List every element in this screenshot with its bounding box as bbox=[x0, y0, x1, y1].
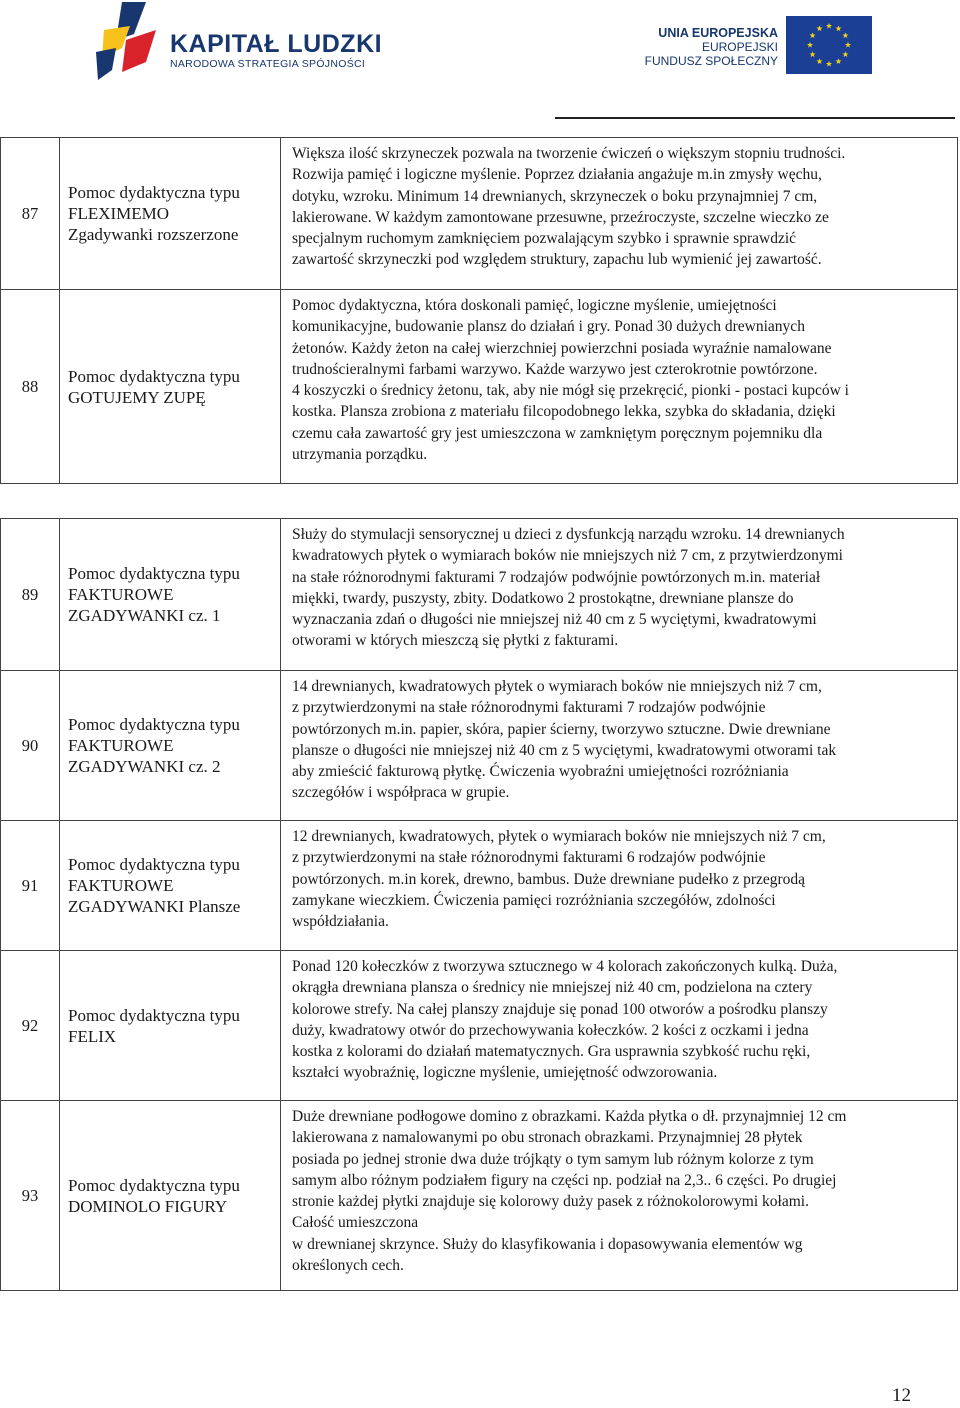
product-description-line: 4 koszyczki o średnicy żetonu, tak, aby nie mógł się przekręcić, pionki - postaci kupców i bbox=[292, 382, 849, 400]
eu-fund-text bbox=[645, 26, 778, 68]
table-gap bbox=[1, 484, 958, 519]
product-description-line: w drewnianej skrzynce. Służy do klasyfikowania i dopasowywania elementów wg bbox=[292, 1235, 803, 1253]
row-number: 87 bbox=[1, 138, 60, 290]
table-row bbox=[1, 671, 958, 821]
product-name-line: FAKTUROWE bbox=[68, 876, 174, 895]
product-description-line: powtórzonych. m.in korek, drewno, bambus. Duże drewniane pudełko z przegrodą bbox=[292, 870, 806, 888]
product-description-line: Rozwija pamięć i logiczne myślenie. Poprzez działania angażuje m.in zmysły węchu, bbox=[292, 166, 822, 184]
kapital-ludzki-subtitle: NARODOWA STRATEGIA SPÓJNOŚCI bbox=[170, 58, 366, 70]
product-description-line: kostka z kolorami do działań matematycznych. Gra usprawnia szybkość ruchu ręki, bbox=[292, 1043, 811, 1061]
product-description-line: powtórzonych m.in. papier, skóra, papier ścierny, tworzywo sztuczne. Dwie drewniane bbox=[292, 720, 831, 738]
product-name-line: Pomoc dydaktyczna typu bbox=[68, 1005, 240, 1025]
product-description-line: utrzymania porządku. bbox=[292, 446, 428, 464]
product-description-line: szczegółów i współpraca w grupie. bbox=[292, 784, 510, 802]
product-description-line: na stałe różnorodnymi fakturami 7 rodzajów podwójnie powtórzonych m.in. materiał bbox=[292, 568, 821, 586]
product-name-line: Pomoc dydaktyczna typu bbox=[68, 183, 240, 202]
table-row bbox=[1, 290, 958, 484]
product-description-line: okrągła drewniana plansza o średnicy nie mniejszej niż 40 cm, podzielona na cztery bbox=[292, 979, 813, 997]
product-name-line: FAKTUROWE bbox=[68, 736, 174, 755]
product-name-cell bbox=[60, 519, 281, 671]
product-name-line: Pomoc dydaktyczna typu bbox=[68, 1175, 240, 1195]
kapital-ludzki-title: KAPITAŁ LUDZKI bbox=[170, 30, 383, 58]
header-divider bbox=[555, 117, 955, 119]
eu-line-1: UNIA EUROPEJSKA bbox=[658, 26, 778, 40]
product-description-line: kształci wyobraźnię, logiczne myślenie, umiejętność odwzorowania. bbox=[292, 1064, 718, 1082]
eu-line-3: FUNDUSZ SPOŁECZNY bbox=[644, 54, 778, 68]
product-description-line: z przytwierdzonymi na stałe różnorodnymi fakturami 6 rodzajów podwójnie bbox=[292, 849, 766, 867]
product-description-line: Większa ilość skrzyneczek pozwala na tworzenie ćwiczeń o większym stopniu trudności. bbox=[292, 145, 846, 162]
product-description-line: miękki, twardy, puszysty, zbity. Dodatkowo 2 prostokątne, drewniane plansze do bbox=[292, 589, 794, 607]
product-description-line: trudnościeralnymi farbami warzywo. Każde warzywo jest czterokrotnie powtórzone. bbox=[292, 360, 818, 378]
eu-flag-icon bbox=[786, 16, 872, 74]
product-description-cell bbox=[281, 951, 958, 1101]
product-description-line: posiada po jednej stronie dwa duże trójkąty o tym samym lub różnym kolorze z tym bbox=[292, 1150, 814, 1168]
product-description-cell bbox=[281, 290, 958, 484]
product-name-cell bbox=[60, 671, 281, 821]
table-row bbox=[1, 519, 958, 671]
product-description-line: komunikacyjne, budowanie plansz do działań i gry. Ponad 30 dużych drewnianych bbox=[292, 318, 805, 336]
product-description-line: otworami w których mieszczą się płytki z fakturami. bbox=[292, 632, 619, 650]
product-description-line: zawartość skrzyneczki pod względem struktury, zapachu lub wymienić jej zawartość. bbox=[292, 251, 822, 269]
row-number: 91 bbox=[1, 821, 60, 951]
product-name-line: ZGADYWANKI cz. 2 bbox=[68, 757, 221, 776]
product-description-line: specjalnym ruchomym zamknięciem pozwalającym szybko i sprawnie sprawdzić bbox=[292, 230, 797, 248]
product-name-cell bbox=[60, 290, 281, 484]
table-row bbox=[1, 138, 958, 290]
product-name-line: FLEXIMEMO bbox=[68, 204, 170, 223]
table-row bbox=[1, 821, 958, 951]
product-description-line: Służy do stymulacji sensorycznej u dzieci z dysfunkcją narządu wzroku. 14 drewnianych bbox=[292, 526, 845, 543]
product-description-cell bbox=[281, 671, 958, 821]
product-name-line: DOMINOLO FIGURY bbox=[68, 1196, 228, 1216]
product-name-line: ZGADYWANKI Plansze bbox=[68, 897, 241, 916]
product-description-line: lakierowana z namalowanymi po obu stronach obrazkami. Przynajmniej 28 płytek bbox=[292, 1129, 803, 1147]
product-description-line: Całość umieszczona bbox=[292, 1214, 419, 1232]
product-name-line: Pomoc dydaktyczna typu bbox=[68, 855, 240, 874]
product-name-line: FAKTUROWE bbox=[68, 585, 174, 604]
product-description-line: zamykane wieczkiem. Ćwiczenia pamięci rozróżniania szczegółów, zdolności bbox=[292, 891, 776, 909]
page-number: 12 bbox=[892, 1385, 911, 1406]
product-description-line: Ponad 120 kołeczków z tworzywa sztucznego w 4 kolorach zakończonych kulką. Duża, bbox=[292, 958, 838, 975]
product-name-line: Pomoc dydaktyczna typu bbox=[68, 564, 240, 583]
product-description-line: kolorowe strefy. Na całej planszy znajduje się ponad 100 otworów a pośrodku planszy bbox=[292, 1000, 828, 1018]
product-description-line: z przytwierdzonymi na stałe różnorodnymi fakturami 7 rodzajów podwójnie bbox=[292, 699, 766, 717]
product-description-line: kostka. Plansza zrobiona z materiału filcopodobnego lekka, szybka do składania, dzięki bbox=[292, 403, 836, 421]
product-description-line: stronie każdej płytki znajduje się kolorowy duży pasek z różnokolorowymi kołami. bbox=[292, 1193, 809, 1211]
product-table bbox=[0, 137, 958, 1291]
product-description-line: żetonów. Każdy żeton na całej wierzchniej powierzchni posiada wyraźnie namalowane bbox=[292, 339, 832, 357]
product-description-cell bbox=[281, 1101, 958, 1291]
row-number: 90 bbox=[1, 671, 60, 821]
product-name-cell bbox=[60, 1101, 281, 1291]
product-description-cell bbox=[281, 138, 958, 290]
eu-line-2: EUROPEJSKI bbox=[701, 40, 778, 54]
product-name-cell bbox=[60, 138, 281, 290]
product-description-line: określonych cech. bbox=[292, 1257, 404, 1275]
product-name-line: Pomoc dydaktyczna typu bbox=[68, 715, 240, 734]
product-name-line: FELIX bbox=[68, 1026, 117, 1046]
product-description-line: lakierowane. W każdym zamontowane przesuwne, przeźroczyste, szczelne wieczko ze bbox=[292, 208, 829, 226]
product-name-line: GOTUJEMY ZUPĘ bbox=[68, 387, 206, 407]
table-row bbox=[1, 951, 958, 1101]
product-description-line: duży, kwadratowy otwór do przechowywania kołeczków. 2 kości z oczkami i jedna bbox=[292, 1021, 809, 1039]
product-description-line: wyznaczania zdań o długości nie mniejszej niż 40 cm z 5 wyciętymi, kwadratowymi bbox=[292, 611, 817, 629]
product-description-line: aby zmieścić fakturową płytkę. Ćwiczenia wyobraźni umiejętności rozróżniania bbox=[292, 763, 789, 781]
product-description-line: czemu cała zawartość gry jest umieszczona w zamkniętym poręcznym pojemniku dla bbox=[292, 424, 823, 442]
product-description-line: Pomoc dydaktyczna, która doskonali pamięć, logiczne myślenie, umiejętności bbox=[292, 297, 777, 314]
product-description-line: współdziałania. bbox=[292, 913, 389, 931]
product-description-cell bbox=[281, 519, 958, 671]
product-name-line: Zgadywanki rozszerzone bbox=[68, 225, 239, 244]
product-description-line: 14 drewnianych, kwadratowych płytek o wymiarach boków nie mniejszych niż 7 cm, bbox=[292, 678, 822, 695]
product-name-line: ZGADYWANKI cz. 1 bbox=[68, 606, 221, 625]
product-description-line: Duże drewniane podłogowe domino z obrazkami. Każda płytka o dł. przynajmniej 12 cm bbox=[292, 1108, 847, 1125]
product-description-cell bbox=[281, 821, 958, 951]
row-number: 89 bbox=[1, 519, 60, 671]
table-row bbox=[1, 1101, 958, 1291]
product-description-line: kwadratowych płytek o wymiarach boków nie mniejszych niż 7 cm, z przytwierdzonymi bbox=[292, 547, 843, 565]
row-number: 93 bbox=[1, 1101, 60, 1291]
product-name-cell bbox=[60, 821, 281, 951]
row-number: 92 bbox=[1, 951, 60, 1101]
product-name-line: Pomoc dydaktyczna typu bbox=[68, 366, 240, 386]
product-name-cell bbox=[60, 951, 281, 1101]
product-description-line: samym albo różnym podziałem figury na części np. podział na 2,3.. 6 części. Po drugiej bbox=[292, 1171, 837, 1189]
product-description-line: plansze o długości nie mniejszej niż 40 cm z 5 wyciętymi, kwadratowymi otworami tak bbox=[292, 741, 837, 759]
product-description-line: 12 drewnianych, kwadratowych, płytek o wymiarach boków nie mniejszych niż 7 cm, bbox=[292, 828, 826, 845]
page-header bbox=[0, 0, 960, 122]
product-description-line: dotyku, wzroku. Minimum 14 drewnianych, skrzyneczek o boku przynajmniej 7 cm, bbox=[292, 187, 818, 205]
row-number: 88 bbox=[1, 290, 60, 484]
